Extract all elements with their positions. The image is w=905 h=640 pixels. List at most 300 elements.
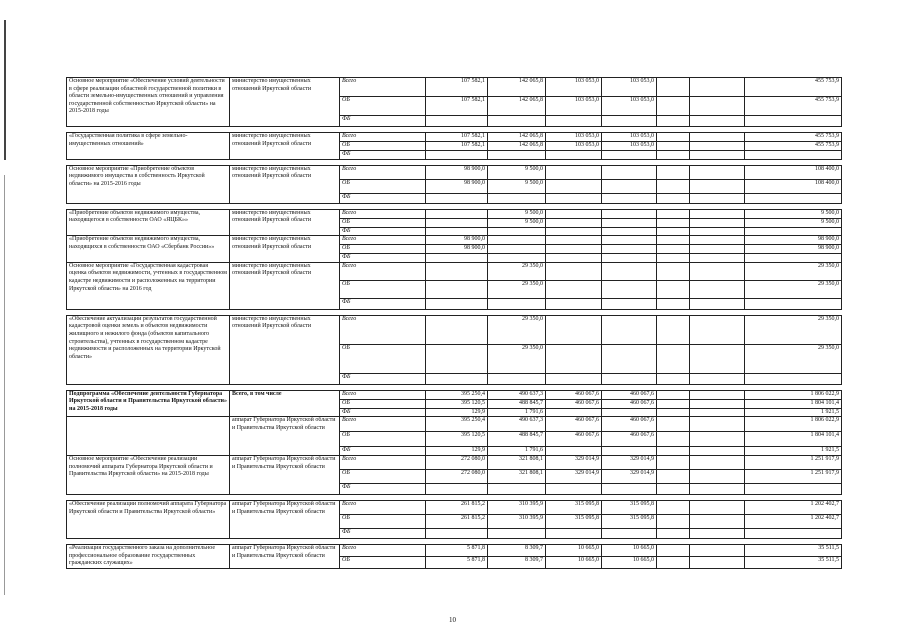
total-value-cell: 1 806 022,9 xyxy=(745,390,842,399)
year-value-cell: 9 500,0 xyxy=(488,209,546,218)
funding-source-cell: ФБ xyxy=(340,447,426,456)
total-value-cell xyxy=(745,193,842,203)
year-value-cell xyxy=(426,116,488,127)
year-value-cell: 103 053,0 xyxy=(546,97,602,116)
total-value-cell xyxy=(745,116,842,127)
table-row xyxy=(67,165,842,179)
year-value-cell xyxy=(426,528,488,538)
year-value-cell xyxy=(690,97,745,116)
item-name-cell: Основное мероприятие «Обеспечение условий деятельности в сфере реализации областной государственной политики в области земельно-имущественных отношений и управления государственной собственностью Иркутской области» на 2015-2018 годы xyxy=(67,78,230,127)
total-value-cell: 29 350,0 xyxy=(745,280,842,298)
funding-source-cell: Всего xyxy=(340,236,426,245)
year-value-cell: 460 067,6 xyxy=(602,432,657,447)
year-value-cell: 5 871,8 xyxy=(426,556,488,568)
year-value-cell xyxy=(690,483,745,494)
year-value-cell: 261 815,2 xyxy=(426,500,488,514)
year-value-cell: 321 808,1 xyxy=(488,469,546,483)
funding-source-cell: ФБ xyxy=(340,528,426,538)
year-value-cell xyxy=(546,236,602,245)
year-value-cell xyxy=(488,236,546,245)
executor-cell: аппарат Губернатора Иркутской области и Правительства Иркутской области xyxy=(230,455,340,494)
year-value-cell: 329 014,9 xyxy=(602,469,657,483)
year-value-cell xyxy=(657,315,690,344)
year-value-cell xyxy=(657,514,690,528)
total-value-cell: 35 511,5 xyxy=(745,544,842,556)
year-value-cell: 460 067,6 xyxy=(546,417,602,432)
total-value-cell: 108 400,0 xyxy=(745,179,842,193)
funding-source-cell: ОБ xyxy=(340,556,426,568)
year-value-cell xyxy=(602,151,657,160)
item-name-cell: Основное мероприятие «Обеспечение реализации полномочий аппарата Губернатора Иркутской области и Правительства Иркутской области» на 2015-2018 годы xyxy=(67,455,230,494)
item-name-cell: «Обеспечение актуализации результатов государственной кадастровой оценки земель и объектов недвижимости жилищного и нежилого фонда (объектов капитального строительства), учтенных в государственном кадастре недвижимости и расположенных на территории Иркутской области» xyxy=(67,315,230,384)
executor-cell: министерство имущественных отношений Иркутской области xyxy=(230,209,340,236)
funding-source-cell: ОБ xyxy=(340,218,426,227)
funding-source-cell: Всего xyxy=(340,500,426,514)
total-value-cell: 1 806 022,9 xyxy=(745,417,842,432)
year-value-cell xyxy=(602,227,657,236)
year-value-cell xyxy=(546,373,602,384)
year-value-cell xyxy=(602,179,657,193)
year-value-cell: 103 053,0 xyxy=(602,142,657,151)
scan-edge-mark xyxy=(4,20,6,160)
table-row xyxy=(67,455,842,469)
year-value-cell: 103 053,0 xyxy=(546,78,602,97)
year-value-cell: 460 067,6 xyxy=(546,432,602,447)
total-value-cell: 455 753,9 xyxy=(745,133,842,142)
year-value-cell xyxy=(426,254,488,263)
year-value-cell xyxy=(488,298,546,309)
total-value-cell: 108 400,0 xyxy=(745,165,842,179)
total-value-cell xyxy=(745,254,842,263)
year-value-cell xyxy=(546,193,602,203)
year-value-cell xyxy=(690,528,745,538)
year-value-cell xyxy=(690,209,745,218)
year-value-cell: 107 582,1 xyxy=(426,133,488,142)
funding-source-cell: ФБ xyxy=(340,193,426,203)
year-value-cell: 142 065,8 xyxy=(488,133,546,142)
year-value-cell xyxy=(426,193,488,203)
item-name-cell: «Приобретение объектов недвижимого имущества, находящихся в собственности ОАО «Сбербанк России»» xyxy=(67,236,230,263)
year-value-cell xyxy=(657,209,690,218)
year-value-cell: 395 250,4 xyxy=(426,390,488,399)
year-value-cell xyxy=(602,165,657,179)
total-value-cell: 29 350,0 xyxy=(745,315,842,344)
funding-source-cell: Всего xyxy=(340,133,426,142)
year-value-cell: 9 500,0 xyxy=(488,179,546,193)
year-value-cell: 10 665,0 xyxy=(602,544,657,556)
year-value-cell xyxy=(690,390,745,399)
table-row xyxy=(67,133,842,142)
year-value-cell xyxy=(657,455,690,469)
year-value-cell xyxy=(546,483,602,494)
year-value-cell xyxy=(690,315,745,344)
year-value-cell xyxy=(426,344,488,373)
year-value-cell xyxy=(546,315,602,344)
year-value-cell xyxy=(657,151,690,160)
year-value-cell xyxy=(690,245,745,254)
total-value-cell xyxy=(745,528,842,538)
year-value-cell xyxy=(546,408,602,417)
year-value-cell xyxy=(488,193,546,203)
year-value-cell: 460 067,6 xyxy=(546,390,602,399)
year-value-cell xyxy=(546,344,602,373)
year-value-cell xyxy=(488,373,546,384)
year-value-cell xyxy=(426,315,488,344)
funding-source-cell: Всего xyxy=(340,165,426,179)
year-value-cell xyxy=(602,483,657,494)
total-value-cell xyxy=(745,151,842,160)
total-value-cell: 98 900,0 xyxy=(745,245,842,254)
table-row xyxy=(67,78,842,97)
year-value-cell xyxy=(690,193,745,203)
year-value-cell xyxy=(602,254,657,263)
funding-source-cell: ФБ xyxy=(340,298,426,309)
year-value-cell xyxy=(426,262,488,280)
year-value-cell xyxy=(690,116,745,127)
funding-source-cell: Всего xyxy=(340,417,426,432)
year-value-cell xyxy=(546,218,602,227)
executor-cell: министерство имущественных отношений Иркутской области xyxy=(230,78,340,127)
year-value-cell xyxy=(690,133,745,142)
year-value-cell xyxy=(602,315,657,344)
year-value-cell xyxy=(602,344,657,373)
executor-cell: министерство имущественных отношений Иркутской области xyxy=(230,262,340,309)
year-value-cell xyxy=(426,483,488,494)
executor-cell: аппарат Губернатора Иркутской области и Правительства Иркутской области xyxy=(230,417,340,456)
year-value-cell: 98 900,0 xyxy=(426,245,488,254)
year-value-cell: 142 065,8 xyxy=(488,142,546,151)
funding-source-cell: ФБ xyxy=(340,483,426,494)
year-value-cell xyxy=(657,179,690,193)
year-value-cell: 107 582,1 xyxy=(426,97,488,116)
total-value-cell: 9 500,0 xyxy=(745,209,842,218)
year-value-cell xyxy=(546,280,602,298)
table-row xyxy=(67,315,842,344)
year-value-cell xyxy=(657,344,690,373)
item-name-cell: «Реализация государственного заказа на дополнительное профессиональное образование государственных гражданских служащих» xyxy=(67,544,230,568)
funding-source-cell: ФБ xyxy=(340,254,426,263)
year-value-cell: 98 900,0 xyxy=(426,165,488,179)
year-value-cell xyxy=(488,528,546,538)
year-value-cell xyxy=(657,500,690,514)
budget-table xyxy=(66,77,842,569)
year-value-cell xyxy=(657,447,690,456)
table-row xyxy=(67,262,842,280)
year-value-cell xyxy=(690,556,745,568)
year-value-cell: 107 582,1 xyxy=(426,78,488,97)
year-value-cell xyxy=(546,262,602,280)
year-value-cell xyxy=(546,298,602,309)
total-value-cell: 1 804 101,4 xyxy=(745,399,842,408)
year-value-cell xyxy=(602,298,657,309)
year-value-cell xyxy=(657,78,690,97)
year-value-cell xyxy=(657,262,690,280)
total-value-cell xyxy=(745,483,842,494)
item-name-cell: Основное мероприятие «Государственная кадастровая оценка объектов недвижимости, учтенных в государственном кадастре недвижимости и расположенных на территории Иркутской области» на 2016 год xyxy=(67,262,230,309)
year-value-cell: 98 900,0 xyxy=(426,179,488,193)
year-value-cell xyxy=(657,193,690,203)
year-value-cell xyxy=(657,469,690,483)
total-value-cell: 1 804 101,4 xyxy=(745,432,842,447)
funding-source-cell: ФБ xyxy=(340,116,426,127)
year-value-cell xyxy=(690,399,745,408)
year-value-cell: 103 053,0 xyxy=(602,133,657,142)
year-value-cell: 310 395,9 xyxy=(488,514,546,528)
year-value-cell xyxy=(546,179,602,193)
year-value-cell: 315 095,8 xyxy=(602,500,657,514)
item-name-cell: «Государственная политика в сфере земельно-имущественных отношений» xyxy=(67,133,230,160)
year-value-cell xyxy=(602,262,657,280)
year-value-cell xyxy=(690,78,745,97)
year-value-cell xyxy=(657,408,690,417)
executor-cell: министерство имущественных отношений Иркутской области xyxy=(230,236,340,263)
year-value-cell xyxy=(690,417,745,432)
year-value-cell: 460 067,6 xyxy=(602,417,657,432)
year-value-cell: 1 791,6 xyxy=(488,447,546,456)
executor-cell: министерство имущественных отношений Иркутской области xyxy=(230,133,340,160)
total-value-cell: 29 350,0 xyxy=(745,344,842,373)
funding-source-cell: Всего xyxy=(340,209,426,218)
total-value-cell: 98 900,0 xyxy=(745,236,842,245)
total-value-cell: 455 753,9 xyxy=(745,142,842,151)
year-value-cell xyxy=(546,151,602,160)
year-value-cell: 142 065,8 xyxy=(488,78,546,97)
year-value-cell: 129,9 xyxy=(426,408,488,417)
year-value-cell: 103 053,0 xyxy=(546,142,602,151)
item-name-cell: «Приобретение объектов недвижимого имущества, находящегося в собственности ОАО «ЯЦБК»» xyxy=(67,209,230,236)
year-value-cell: 107 582,1 xyxy=(426,142,488,151)
funding-source-cell: ФБ xyxy=(340,408,426,417)
year-value-cell xyxy=(657,280,690,298)
funding-source-cell: ОБ xyxy=(340,432,426,447)
year-value-cell: 490 637,3 xyxy=(488,390,546,399)
year-value-cell: 488 845,7 xyxy=(488,399,546,408)
total-value-cell: 29 350,0 xyxy=(745,262,842,280)
year-value-cell: 395 250,4 xyxy=(426,417,488,432)
year-value-cell xyxy=(657,544,690,556)
year-value-cell xyxy=(690,514,745,528)
year-value-cell: 329 014,9 xyxy=(546,469,602,483)
year-value-cell xyxy=(657,142,690,151)
year-value-cell xyxy=(657,218,690,227)
funding-source-cell: Всего xyxy=(340,315,426,344)
year-value-cell xyxy=(690,236,745,245)
year-value-cell xyxy=(657,528,690,538)
year-value-cell xyxy=(488,254,546,263)
page-number: 10 xyxy=(449,616,456,624)
year-value-cell: 321 808,1 xyxy=(488,455,546,469)
funding-source-cell: ОБ xyxy=(340,469,426,483)
total-value-cell: 455 753,9 xyxy=(745,78,842,97)
year-value-cell xyxy=(426,151,488,160)
year-value-cell xyxy=(657,417,690,432)
year-value-cell xyxy=(426,373,488,384)
year-value-cell xyxy=(690,544,745,556)
total-value-cell xyxy=(745,298,842,309)
item-name-cell: Подпрограмма «Обеспечение деятельности Губернатора Иркутской области и Правительства Иркутской области» на 2015-2018 годы xyxy=(67,390,230,417)
table-row xyxy=(67,236,842,245)
year-value-cell: 10 665,0 xyxy=(546,544,602,556)
total-value-cell: 1 251 917,9 xyxy=(745,469,842,483)
item-name-cell: Основное мероприятие «Приобретение объектов недвижимого имущества в собственность Иркутской области» на 2015-2016 годы xyxy=(67,165,230,203)
year-value-cell xyxy=(657,399,690,408)
year-value-cell xyxy=(602,447,657,456)
year-value-cell: 29 350,0 xyxy=(488,262,546,280)
year-value-cell xyxy=(488,245,546,254)
funding-source-cell: ФБ xyxy=(340,227,426,236)
year-value-cell xyxy=(602,528,657,538)
total-value-cell xyxy=(745,227,842,236)
year-value-cell: 1 791,6 xyxy=(488,408,546,417)
year-value-cell xyxy=(657,227,690,236)
year-value-cell xyxy=(657,556,690,568)
year-value-cell xyxy=(488,227,546,236)
year-value-cell: 29 350,0 xyxy=(488,280,546,298)
year-value-cell xyxy=(657,390,690,399)
year-value-cell xyxy=(690,344,745,373)
year-value-cell: 98 900,0 xyxy=(426,236,488,245)
year-value-cell xyxy=(690,262,745,280)
funding-source-cell: ОБ xyxy=(340,97,426,116)
year-value-cell xyxy=(657,165,690,179)
funding-source-cell: ОБ xyxy=(340,344,426,373)
year-value-cell: 103 053,0 xyxy=(546,133,602,142)
year-value-cell xyxy=(690,254,745,263)
year-value-cell: 315 095,8 xyxy=(546,500,602,514)
year-value-cell: 9 500,0 xyxy=(488,165,546,179)
executor-cell: аппарат Губернатора Иркутской области и Правительства Иркутской области xyxy=(230,500,340,538)
year-value-cell: 315 095,8 xyxy=(602,514,657,528)
year-value-cell xyxy=(690,500,745,514)
year-value-cell xyxy=(657,298,690,309)
year-value-cell xyxy=(602,209,657,218)
year-value-cell xyxy=(690,151,745,160)
funding-source-cell: ФБ xyxy=(340,151,426,160)
year-value-cell xyxy=(602,280,657,298)
year-value-cell xyxy=(488,483,546,494)
funding-source-cell: ОБ xyxy=(340,245,426,254)
year-value-cell xyxy=(690,227,745,236)
year-value-cell xyxy=(426,298,488,309)
executor-cell: аппарат Губернатора Иркутской области и Правительства Иркутской области xyxy=(230,544,340,568)
year-value-cell xyxy=(602,116,657,127)
year-value-cell: 460 067,6 xyxy=(602,390,657,399)
year-value-cell xyxy=(546,165,602,179)
year-value-cell: 329 014,9 xyxy=(602,455,657,469)
year-value-cell: 315 095,8 xyxy=(546,514,602,528)
funding-source-cell: ОБ xyxy=(340,179,426,193)
year-value-cell xyxy=(546,254,602,263)
funding-source-cell: Всего xyxy=(340,544,426,556)
executor-cell: министерство имущественных отношений Иркутской области xyxy=(230,165,340,203)
funding-source-cell: Всего xyxy=(340,455,426,469)
year-value-cell: 395 120,5 xyxy=(426,432,488,447)
year-value-cell: 8 309,7 xyxy=(488,556,546,568)
year-value-cell xyxy=(657,254,690,263)
table-row xyxy=(67,544,842,556)
year-value-cell xyxy=(690,447,745,456)
year-value-cell: 272 080,0 xyxy=(426,469,488,483)
total-value-cell: 35 511,5 xyxy=(745,556,842,568)
funding-source-cell: ОБ xyxy=(340,514,426,528)
year-value-cell xyxy=(690,298,745,309)
year-value-cell xyxy=(602,193,657,203)
total-value-cell: 1 202 402,7 xyxy=(745,500,842,514)
funding-source-cell: ОБ xyxy=(340,399,426,408)
total-value-cell: 455 753,9 xyxy=(745,97,842,116)
year-value-cell: 103 053,0 xyxy=(602,78,657,97)
year-value-cell xyxy=(426,280,488,298)
year-value-cell: 272 080,0 xyxy=(426,455,488,469)
year-value-cell: 460 067,6 xyxy=(602,399,657,408)
table-row xyxy=(67,417,842,432)
year-value-cell xyxy=(546,116,602,127)
item-name-cell xyxy=(67,417,230,456)
year-value-cell: 310 395,9 xyxy=(488,500,546,514)
year-value-cell xyxy=(426,209,488,218)
year-value-cell xyxy=(690,373,745,384)
total-value-cell: 1 921,5 xyxy=(745,447,842,456)
year-value-cell: 10 665,0 xyxy=(546,556,602,568)
year-value-cell xyxy=(690,432,745,447)
year-value-cell xyxy=(690,280,745,298)
year-value-cell xyxy=(657,116,690,127)
item-name-cell: «Обеспечение реализации полномочий аппарата Губернатора Иркутской области и Правительства Иркутской области» xyxy=(67,500,230,538)
year-value-cell xyxy=(690,469,745,483)
year-value-cell xyxy=(657,133,690,142)
total-value-cell xyxy=(745,373,842,384)
year-value-cell: 329 014,9 xyxy=(546,455,602,469)
total-value-cell: 1 251 917,9 xyxy=(745,455,842,469)
year-value-cell: 129,9 xyxy=(426,447,488,456)
total-value-cell: 9 500,0 xyxy=(745,218,842,227)
executor-cell: министерство имущественных отношений Иркутской области xyxy=(230,315,340,384)
year-value-cell xyxy=(690,218,745,227)
funding-source-cell: ФБ xyxy=(340,373,426,384)
year-value-cell xyxy=(602,408,657,417)
year-value-cell xyxy=(602,236,657,245)
year-value-cell xyxy=(546,528,602,538)
year-value-cell xyxy=(546,447,602,456)
funding-source-cell: Всего xyxy=(340,390,426,399)
year-value-cell xyxy=(690,179,745,193)
year-value-cell xyxy=(657,432,690,447)
funding-source-cell: Всего xyxy=(340,78,426,97)
budget-table-body xyxy=(67,78,842,569)
total-value-cell: 1 202 402,7 xyxy=(745,514,842,528)
table-row xyxy=(67,209,842,218)
year-value-cell xyxy=(602,245,657,254)
year-value-cell: 490 637,3 xyxy=(488,417,546,432)
year-value-cell xyxy=(657,245,690,254)
year-value-cell xyxy=(657,483,690,494)
year-value-cell xyxy=(426,218,488,227)
year-value-cell xyxy=(488,116,546,127)
year-value-cell xyxy=(690,165,745,179)
year-value-cell xyxy=(602,373,657,384)
year-value-cell: 29 350,0 xyxy=(488,315,546,344)
table-row xyxy=(67,500,842,514)
year-value-cell xyxy=(546,227,602,236)
funding-source-cell: ОБ xyxy=(340,280,426,298)
year-value-cell: 29 350,0 xyxy=(488,344,546,373)
year-value-cell xyxy=(488,151,546,160)
year-value-cell: 395 120,5 xyxy=(426,399,488,408)
executor-cell: Всего, в том числе xyxy=(230,390,340,417)
funding-source-cell: Всего xyxy=(340,262,426,280)
year-value-cell xyxy=(426,227,488,236)
year-value-cell xyxy=(657,373,690,384)
